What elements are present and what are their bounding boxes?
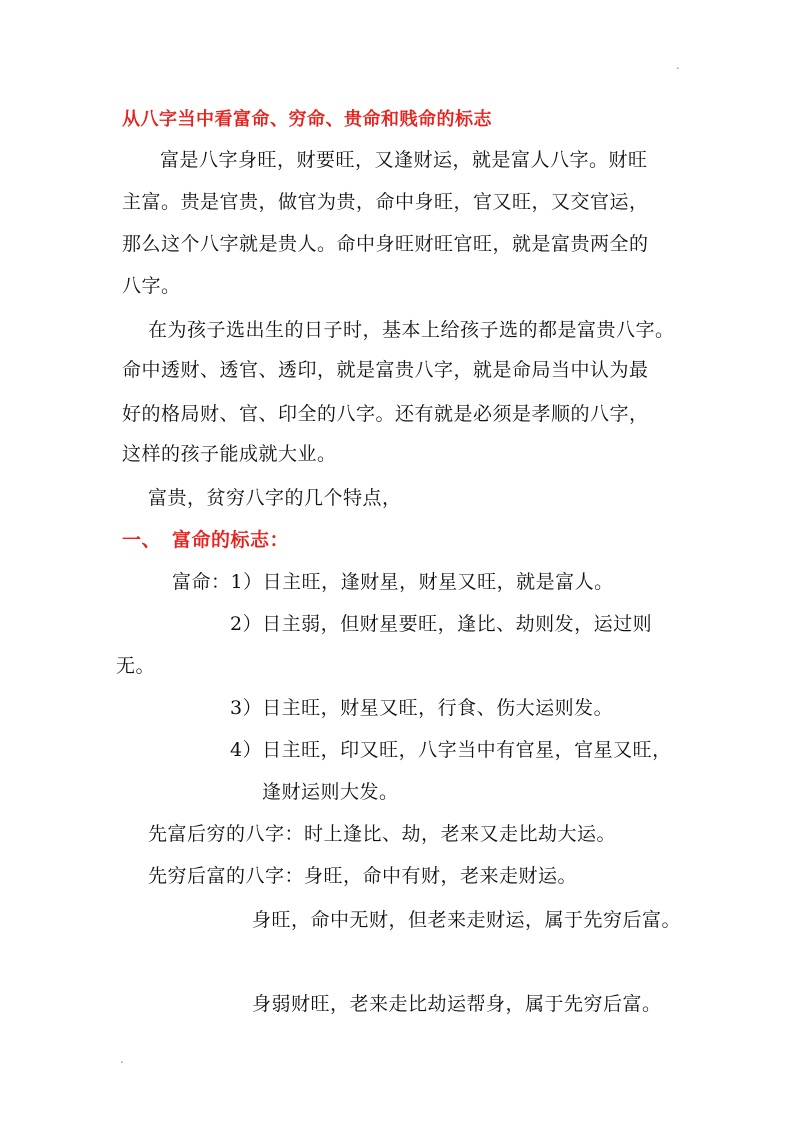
- section-number: 一、: [122, 529, 162, 551]
- paragraph-line: 富贵，贫穷八字的几个特点，: [148, 487, 402, 509]
- paragraph-line: 富是八字身旺，财要旺，又逢财运，就是富人八字。财旺: [160, 149, 648, 171]
- list-item: 富命：1）日主旺，逢财星，财星又旺，就是富人。: [172, 571, 614, 593]
- list-item: 身弱财旺，老来走比劫运帮身，属于先穷后富。: [252, 993, 662, 1015]
- list-item: 3）日主旺，财星又旺，行食、伤大运则发。: [230, 697, 614, 719]
- list-item: 逢财运则大发。: [262, 781, 399, 803]
- list-item: 2）日主弱，但财星要旺，逢比、劫则发，运过则: [230, 613, 653, 635]
- paragraph-line: 好的格局财、官、印全的八字。还有就是必须是孝顺的八字，: [122, 403, 649, 425]
- paragraph-line: 这样的孩子能成就大业。: [122, 443, 337, 465]
- paragraph-line: 主富。贵是官贵，做官为贵，命中身旺，官又旺，又交官运，: [122, 191, 649, 213]
- list-item: 4）日主旺，印又旺，八字当中有官星，官星又旺，: [230, 739, 672, 761]
- paragraph-line: 在为孩子选出生的日子时，基本上给孩子选的都是富贵八字。: [148, 319, 675, 341]
- list-item: 先穷后富的八字：身旺，命中有财，老来走财运。: [148, 865, 578, 887]
- list-item: 无。: [116, 655, 156, 677]
- document-title: 从八字当中看富命、穷命、贵命和贱命的标志: [122, 109, 492, 130]
- corner-mark-bottom: .: [120, 1052, 124, 1066]
- section-heading: 富命的标志：: [172, 529, 290, 551]
- paragraph-line: 命中透财、透官、透印，就是富贵八字，就是命局当中认为最: [122, 359, 649, 381]
- paragraph-line: 那么这个八字就是贵人。命中身旺财旺官旺，就是富贵两全的: [122, 233, 649, 255]
- list-item: 身旺，命中无财，但老来走财运，属于先穷后富。: [252, 909, 682, 931]
- paragraph-line: 八字。: [122, 275, 181, 297]
- corner-mark-top: .: [676, 58, 680, 72]
- list-item: 先富后穷的八字：时上逢比、劫，老来又走比劫大运。: [148, 823, 617, 845]
